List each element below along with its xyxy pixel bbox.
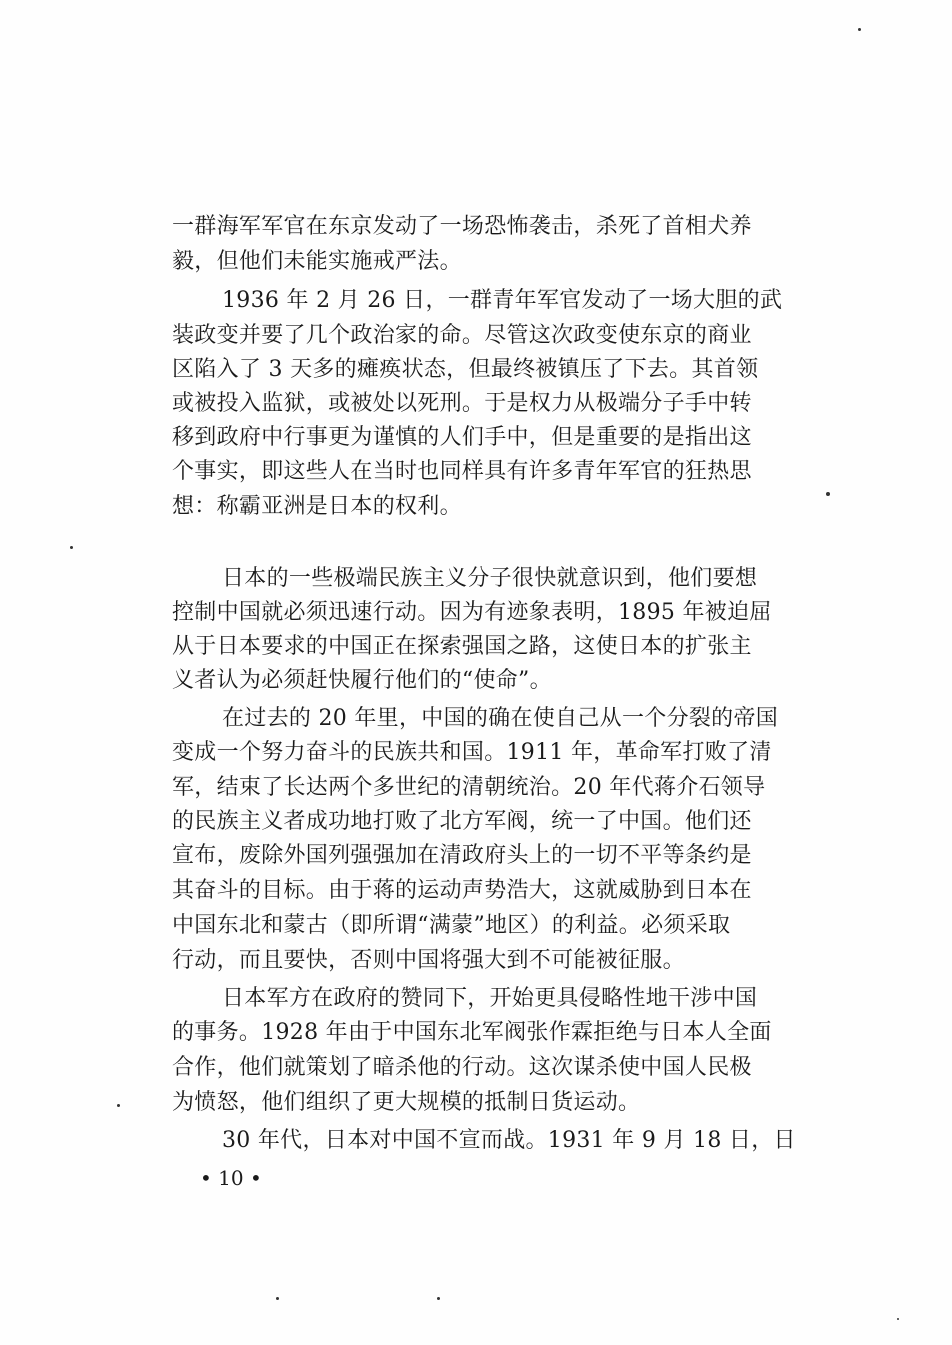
scan-speck [276, 1297, 279, 1300]
text-line: 从于日本要求的中国正在探索强国之路，这使日本的扩张主 [172, 634, 752, 659]
text-line: 毅，但他们未能实施戒严法。 [172, 249, 462, 274]
paragraph-start-line: 1936 年 2 月 26 日，一群青年军官发动了一场大胆的武 [222, 288, 783, 313]
scan-speck [858, 28, 861, 31]
text-line: 个事实，即这些人在当时也同样具有许多青年军官的狂热思 [172, 459, 752, 484]
paragraph-start-line: 日本的一些极端民族主义分子很快就意识到，他们要想 [222, 566, 758, 591]
text-line: 义者认为必须赶快履行他们的“使命”。 [172, 668, 552, 693]
text-line: 合作，他们就策划了暗杀他的行动。这次谋杀使中国人民极 [172, 1055, 752, 1080]
text-line: 的事务。1928 年由于中国东北军阀张作霖拒绝与日本人全面 [172, 1020, 772, 1045]
text-line: 变成一个努力奋斗的民族共和国。1911 年，革命军打败了清 [172, 740, 772, 765]
text-line: 装政变并要了几个政治家的命。尽管这次政变使东京的商业 [172, 323, 752, 348]
scan-speck [117, 1104, 120, 1107]
paragraph-start-line: 30 年代，日本对中国不宣而战。1931 年 9 月 18 日，日 [222, 1128, 796, 1153]
scan-speck [897, 1318, 899, 1320]
text-line: 或被投入监狱，或被处以死刑。于是权力从极端分子手中转 [172, 391, 752, 416]
scan-speck [437, 1297, 440, 1300]
text-line: 想：称霸亚洲是日本的权利。 [172, 494, 462, 519]
text-line: 宣布，废除外国列强强加在清政府头上的一切不平等条约是 [172, 843, 752, 868]
paragraph-start-line: 日本军方在政府的赞同下，开始更具侵略性地干涉中国 [222, 986, 758, 1011]
text-line: 为愤怒，他们组织了更大规模的抵制日货运动。 [172, 1090, 641, 1115]
paragraph-start-line: 在过去的 20 年里，中国的确在使自己从一个分裂的帝国 [222, 706, 779, 731]
scan-speck [70, 546, 73, 549]
scan-speck [826, 492, 830, 496]
text-line: 的民族主义者成功地打败了北方军阀，统一了中国。他们还 [172, 809, 752, 834]
text-line: 一群海军军官在东京发动了一场恐怖袭击，杀死了首相犬养 [172, 214, 752, 239]
text-line: 中国东北和蒙古（即所谓“满蒙”地区）的利益。必须采取 [172, 913, 731, 938]
text-line: 行动，而且要快，否则中国将强大到不可能被征服。 [172, 948, 685, 973]
text-line: 其奋斗的目标。由于蒋的运动声势浩大，这就威胁到日本在 [172, 878, 752, 903]
text-line: 控制中国就必须迅速行动。因为有迹象表明，1895 年被迫屈 [172, 600, 772, 625]
text-line: 区陷入了 3 天多的瘫痪状态，但最终被镇压了下去。其首领 [172, 357, 759, 382]
text-line: 军，结束了长达两个多世纪的清朝统治。20 年代蒋介石领导 [172, 775, 766, 800]
page-number: • 10 • [200, 1166, 262, 1190]
text-line: 移到政府中行事更为谨慎的人们手中，但是重要的是指出这 [172, 425, 752, 450]
